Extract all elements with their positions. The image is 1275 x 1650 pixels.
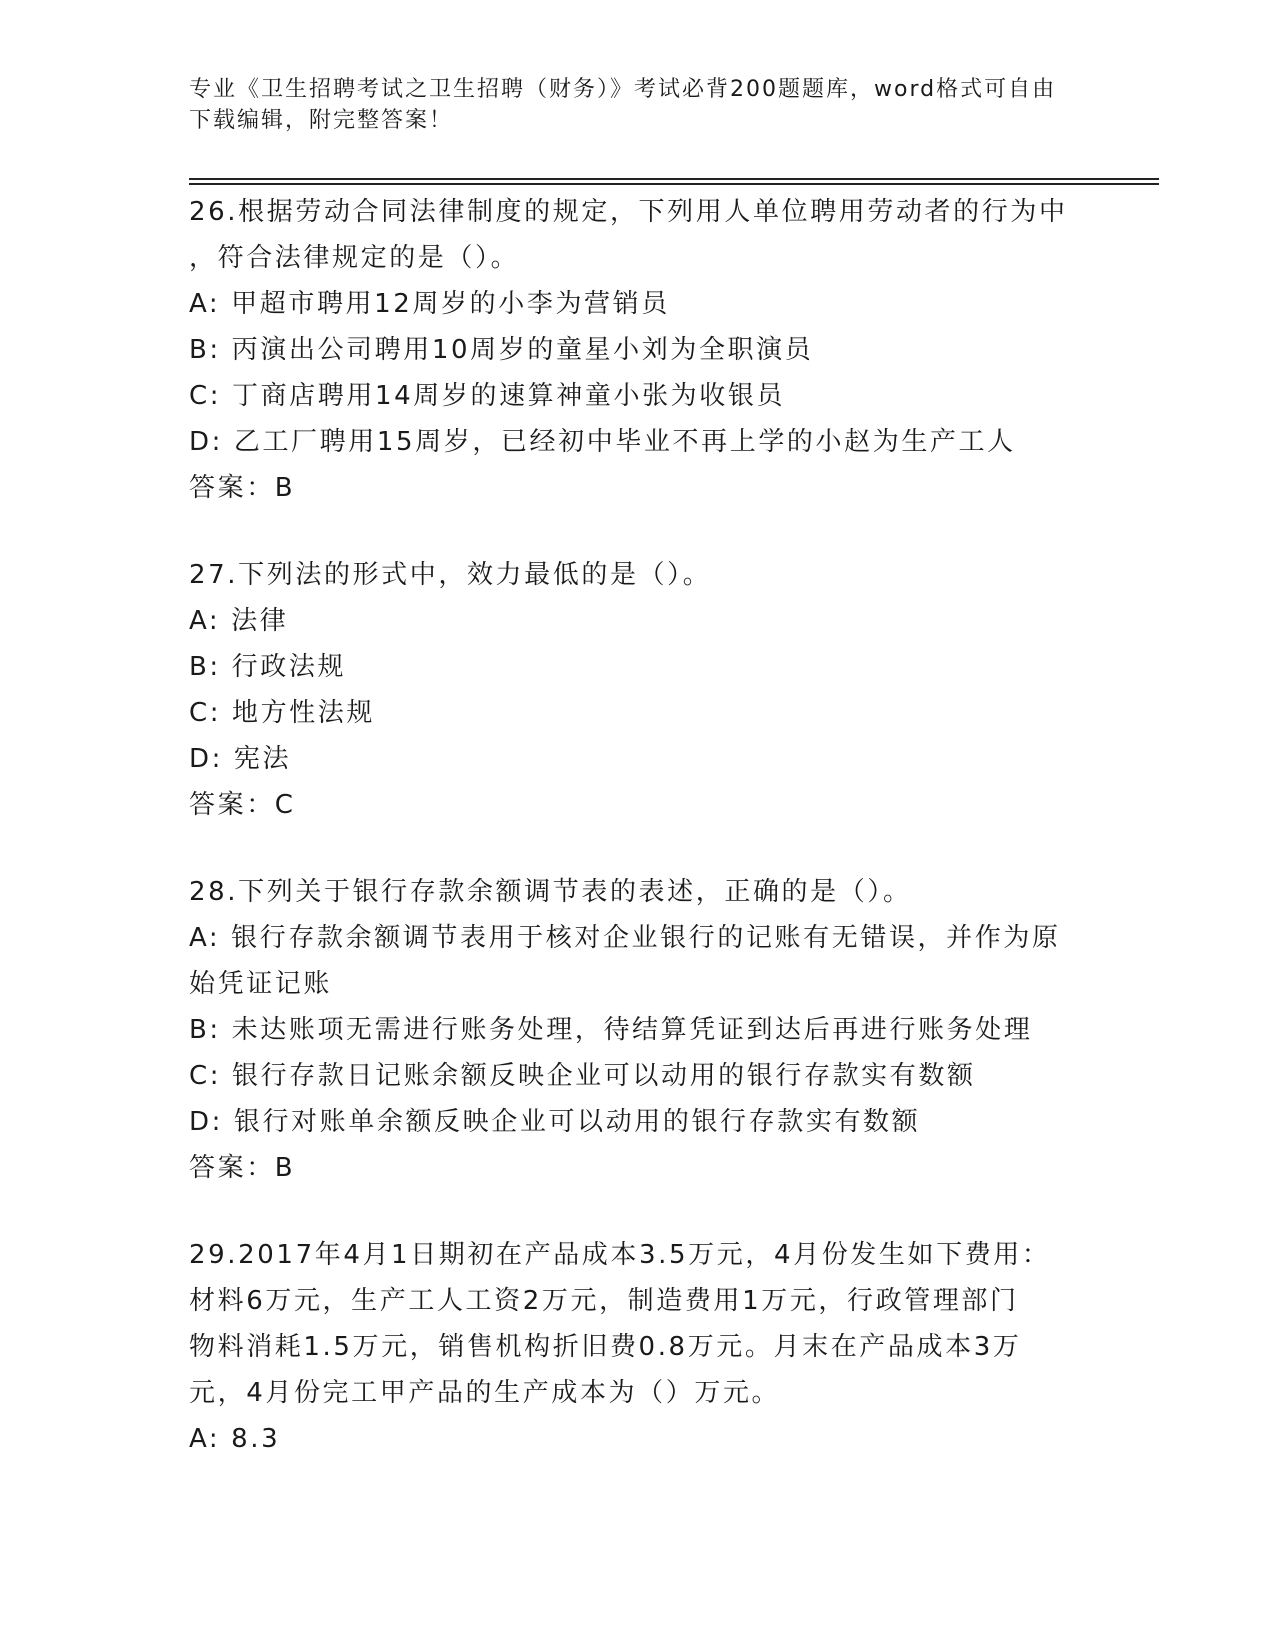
- option-a: A: 法律: [189, 606, 289, 636]
- header-divider-bottom: [189, 183, 1159, 185]
- question-29: [189, 1232, 1089, 1462]
- option-c: C: 地方性法规: [189, 698, 375, 728]
- question-stem: 29.2017年4月1日期初在产品成本3.5万元，4月份发生如下费用：: [189, 1240, 1051, 1270]
- question-stem-continued: 材料6万元，生产工人工资2万元，制造费用1万元，行政管理部门: [189, 1286, 1019, 1316]
- question-stem: 28.下列关于银行存款余额调节表的表述，正确的是（）。: [189, 877, 912, 907]
- header-text: 专业《卫生招聘考试之卫生招聘（财务）》考试必背200题题库，word格式可自由下载编辑，附完整答案！: [189, 77, 1057, 133]
- option-c: C: 丁商店聘用14周岁的速算神童小张为收银员: [189, 381, 786, 411]
- question-stem-continued: ，符合法律规定的是（）。: [189, 243, 520, 273]
- question-28: [189, 869, 1089, 1191]
- header-divider-top: [189, 178, 1159, 180]
- question-list: [189, 189, 1089, 1503]
- question-stem: 26.根据劳动合同法律制度的规定，下列用人单位聘用劳动者的行为中: [189, 197, 1068, 227]
- option-b: B: 未达账项无需进行账务处理，待结算凭证到达后再进行账务处理: [189, 1015, 1033, 1045]
- option-b: B: 行政法规: [189, 652, 347, 682]
- question-26: [189, 189, 1089, 511]
- question-stem-continued: 物料消耗1.5万元，销售机构折旧费0.8万元。月末在产品成本3万: [189, 1332, 1022, 1362]
- option-c: C: 银行存款日记账余额反映企业可以动用的银行存款实有数额: [189, 1061, 976, 1091]
- question-stem: 27.下列法的形式中，效力最低的是（）。: [189, 560, 712, 590]
- question-27: [189, 552, 1089, 828]
- option-a: A: 8.3: [189, 1424, 281, 1454]
- option-d: D: 宪法: [189, 744, 292, 774]
- document-header: [189, 74, 1069, 136]
- option-d: D: 银行对账单余额反映企业可以动用的银行存款实有数额: [189, 1107, 921, 1137]
- answer-label: 答案：B: [189, 1153, 296, 1183]
- option-a: A: 甲超市聘用12周岁的小李为营销员: [189, 289, 670, 319]
- option-d: D: 乙工厂聘用15周岁，已经初中毕业不再上学的小赵为生产工人: [189, 427, 1016, 457]
- question-stem-continued: 元，4月份完工甲产品的生产成本为（）万元。: [189, 1378, 781, 1408]
- answer-label: 答案：C: [189, 790, 296, 820]
- option-a: A: 银行存款余额调节表用于核对企业银行的记账有无错误，并作为原: [189, 923, 1061, 953]
- answer-label: 答案：B: [189, 473, 296, 503]
- option-b: B: 丙演出公司聘用10周岁的童星小刘为全职演员: [189, 335, 814, 365]
- option-a-continued: 始凭证记账: [189, 969, 333, 999]
